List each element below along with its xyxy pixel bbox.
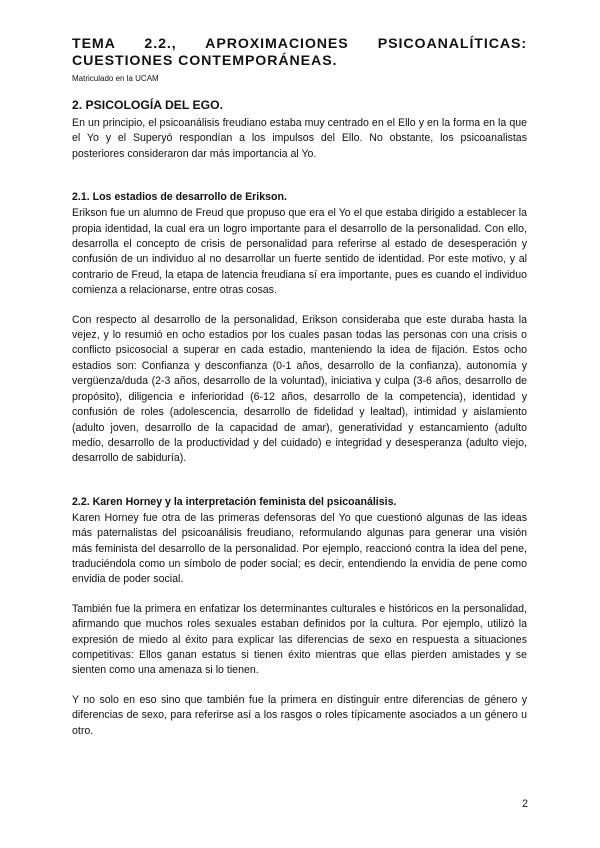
- subsection-heading-horney: 2.2. Karen Horney y la interpretación feminista del psicoanálisis.: [72, 495, 397, 508]
- paragraph: Karen Horney fue otra de las primeras defensoras del Yo que cuestionó algunas de las ideas más paternalistas del psicoanálisis freudiano, reformulando algunas para generar una visión más feminista del desarrollo de la personalidad. Por ejemplo, reaccionó contra la idea del pene, traduciéndola como un símbolo de poder social; es decir, entendiendo la envidia de pene como envidia de poder social.: [72, 511, 527, 586]
- section-heading: 2. PSICOLOGÍA DEL EGO.: [72, 98, 224, 112]
- document-title: TEMA 2.2., APROXIMACIONES PSICOANALÍTICAS: CUESTIONES CONTEMPORÁNEAS.: [72, 36, 527, 69]
- document-page: [72, 36, 527, 739]
- section-intro-paragraph: En un principio, el psicoanálisis freudiano estaba muy centrado en el Ello y en la forma en la que el Yo y el Superyó respondían a los impulsos del Ello. No obstante, los psicoanalistas posteriores consideraron dar más importancia al Yo.: [72, 117, 527, 160]
- paragraph: Erikson fue un alumno de Freud que propuso que era el Yo el que estaba dirigido a establecer la propia identidad, la cual era un logro importante para el desarrollo de la personalidad. Con ello, desarrolla el concepto de crisis de personalidad para referirse al estado de desesperación y confusión de un individuo al no desarrollar un fuerte sentido de identidad. Por este motivo, y al contrario de Freud, la etapa de latencia freudiana sí era importante, pues es cuando el individuo comienza a relacionarse, entre otras cosas.: [72, 207, 527, 297]
- paragraph: Y no solo en eso sino que también fue la primera en distinguir entre diferencias de género y diferencias de sexo, para referirse así a los rasgos o roles típicamente asociados a un género u otro.: [72, 693, 527, 737]
- document-subtitle: Matriculado en la UCAM: [72, 74, 159, 83]
- paragraph: También fue la primera en enfatizar los determinantes culturales e históricos en la personalidad, afirmando que muchos roles sexuales estaban definidos por la cultura. Por ejemplo, utilizó la expresión de miedo al éxito para explicar las diferencias de sexo en respuesta a situaciones competitivas: Ellos ganan estatus si tienen éxito mientras que ellas pierden amistades y se sienten como una amenaza si lo tienen.: [72, 602, 527, 677]
- paragraph: Con respecto al desarrollo de la personalidad, Erikson consideraba que este duraba hasta la vejez, y lo resumió en ocho estadios por los cuales pasan todas las personas con una crisis o conflicto psicosocial a superar en cada estadio, manteniendo la idea de fijación. Estos ocho estadios son: Confianza y desconfianza (0-1 años, desarrollo de la confianza), autonomía y vergüenza/duda (2-3 años, desarrollo de la voluntad), iniciativa y culpa (3-6 años, desarrollo de propósito), diligencia e inferioridad (6-12 años, desarrollo de la competencia), identidad y confusión de roles (adolescencia, desarrollo de fidelidad y lealtad), intimidad y aislamiento (adulto joven, desarrollo de la capacidad de amar), generatividad y estancamiento (adulto medio, desarrollo de la productividad y del cuidado) e integridad y desesperanza (adulto viejo, desarrollo de sabiduría).: [72, 313, 527, 465]
- page-number: 2: [522, 798, 528, 810]
- subsection-heading-erikson: 2.1. Los estadios de desarrollo de Erikson.: [72, 191, 287, 204]
